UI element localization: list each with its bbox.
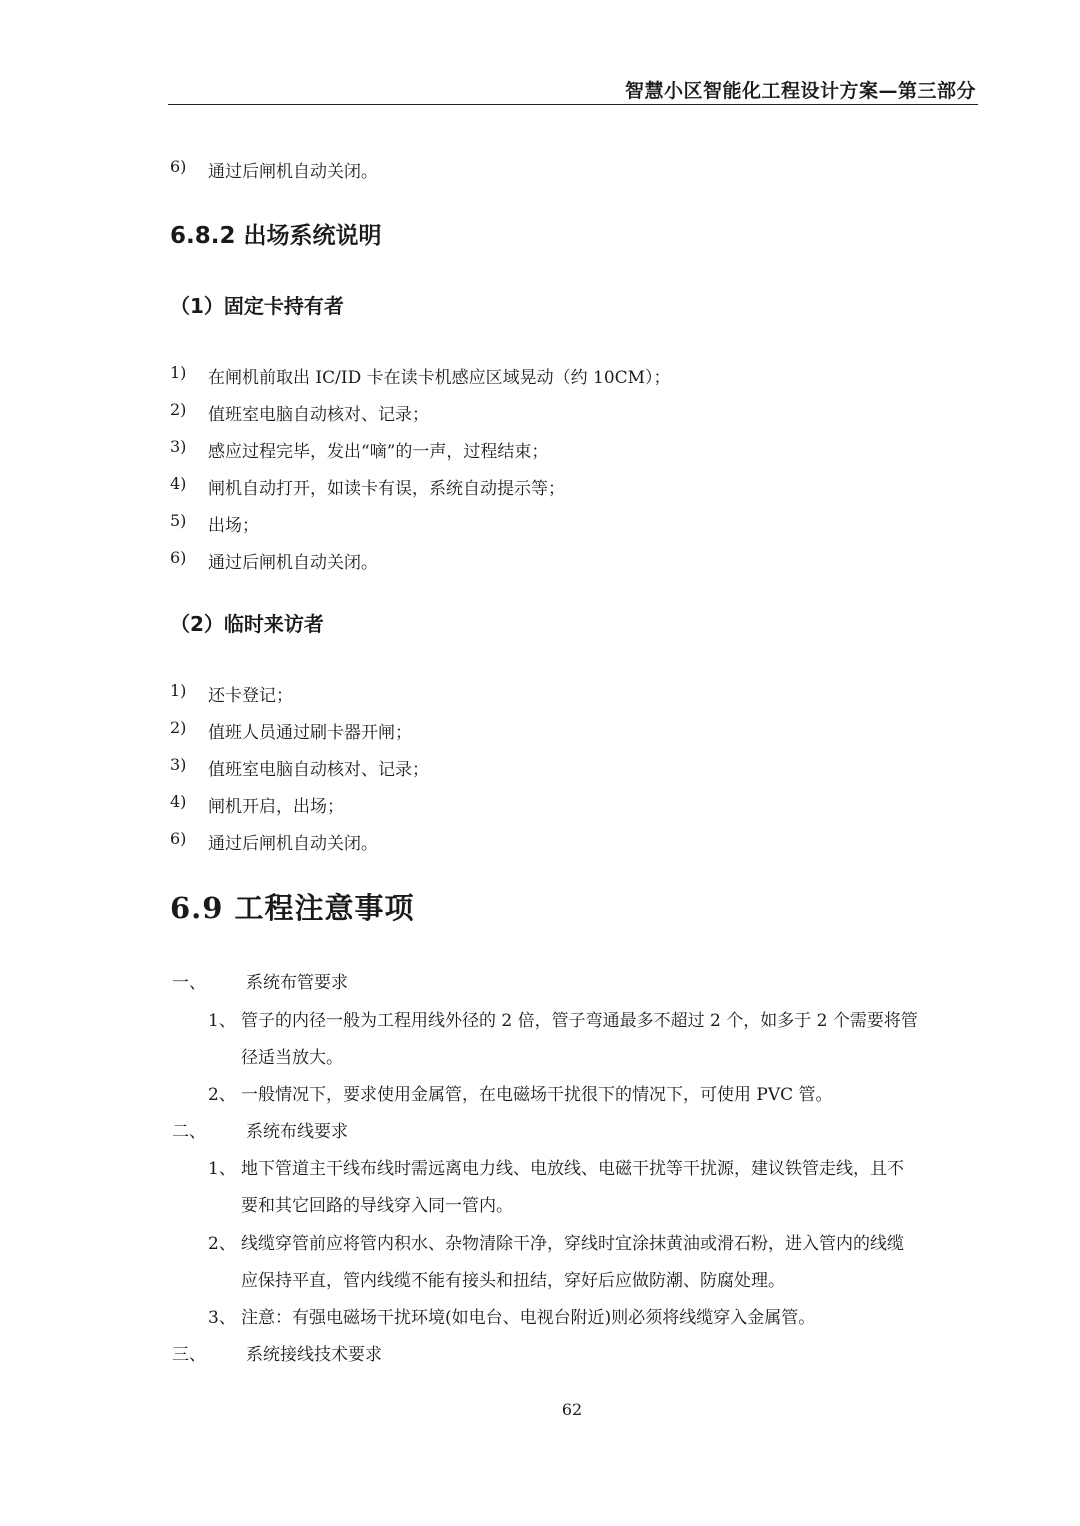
- list-number: 1): [170, 681, 187, 700]
- list-item: 闸机开启，出场；: [208, 797, 344, 817]
- section-number: 一、: [172, 973, 206, 993]
- section-title: 系统布管要求: [246, 973, 348, 993]
- header-title: 智慧小区智能化工程设计方案—第三部分: [624, 80, 976, 102]
- list-item: 出场；: [208, 516, 259, 536]
- item-number: 1、: [208, 1011, 236, 1031]
- item-text: 注意：有强电磁场干扰环境(如电台、电视台附近)则必须将线缆穿入金属管。: [241, 1308, 816, 1328]
- item-text: 一般情况下，要求使用金属管，在电磁场干扰很下的情况下，可使用 PVC 管。: [241, 1085, 833, 1105]
- section-number: 二、: [172, 1122, 206, 1142]
- section-heading-6-8-2: 6.8.2 出场系统说明: [170, 223, 382, 249]
- list-number: 5): [170, 511, 187, 530]
- section-title: 系统布线要求: [246, 1122, 348, 1142]
- item-number: 2、: [208, 1234, 236, 1254]
- section-heading-6-9: 6.9 工程注意事项: [170, 891, 415, 925]
- list-number: 4): [170, 792, 187, 811]
- list-item: 通过后闸机自动关闭。: [208, 162, 378, 182]
- page-number: 62: [561, 1400, 583, 1419]
- list-item: 还卡登记；: [208, 686, 293, 706]
- list-number: 2): [170, 400, 187, 419]
- item-text: 地下管道主干线布线时需远离电力线、电放线、电磁干扰等干扰源，建议铁管走线，且不: [241, 1159, 904, 1179]
- list-number: 6): [170, 829, 187, 848]
- list-item: 值班室电脑自动核对、记录；: [208, 405, 429, 425]
- list-number: 3): [170, 437, 187, 456]
- list-number: 6): [170, 157, 187, 176]
- list-item: 感应过程完毕，发出“嘀”的一声，过程结束；: [208, 442, 549, 462]
- list-number: 4): [170, 474, 187, 493]
- list-number: 1): [170, 363, 187, 382]
- item-text-continued: 要和其它回路的导线穿入同一管内。: [241, 1196, 513, 1216]
- item-number: 2、: [208, 1085, 236, 1105]
- item-text-continued: 应保持平直，管内线缆不能有接头和扭结，穿好后应做防潮、防腐处理。: [241, 1271, 785, 1291]
- list-number: 3): [170, 755, 187, 774]
- item-number: 3、: [208, 1308, 236, 1328]
- list-item: 通过后闸机自动关闭。: [208, 553, 378, 573]
- list-item: 通过后闸机自动关闭。: [208, 834, 378, 854]
- subsection-heading-visitor: （2）临时来访者: [170, 612, 324, 636]
- item-number: 1、: [208, 1159, 236, 1179]
- list-item: 闸机自动打开，如读卡有误，系统自动提示等；: [208, 479, 565, 499]
- item-text: 线缆穿管前应将管内积水、杂物清除干净，穿线时宜涂抹黄油或滑石粉，进入管内的线缆: [241, 1234, 904, 1254]
- list-item: 值班室电脑自动核对、记录；: [208, 760, 429, 780]
- subsection-heading-fixed-card: （1）固定卡持有者: [170, 294, 344, 318]
- list-number: 2): [170, 718, 187, 737]
- section-title: 系统接线技术要求: [246, 1345, 382, 1365]
- item-text: 管子的内径一般为工程用线外径的 2 倍，管子弯通最多不超过 2 个，如多于 2 个需要将管: [241, 1011, 918, 1031]
- item-text-continued: 径适当放大。: [241, 1048, 343, 1068]
- list-item: 值班人员通过刷卡器开闸；: [208, 723, 412, 743]
- list-item: 在闸机前取出 IC/ID 卡在读卡机感应区域晃动（约 10CM）；: [208, 368, 671, 388]
- section-number: 三、: [172, 1345, 206, 1365]
- page-header: [168, 74, 978, 105]
- list-number: 6): [170, 548, 187, 567]
